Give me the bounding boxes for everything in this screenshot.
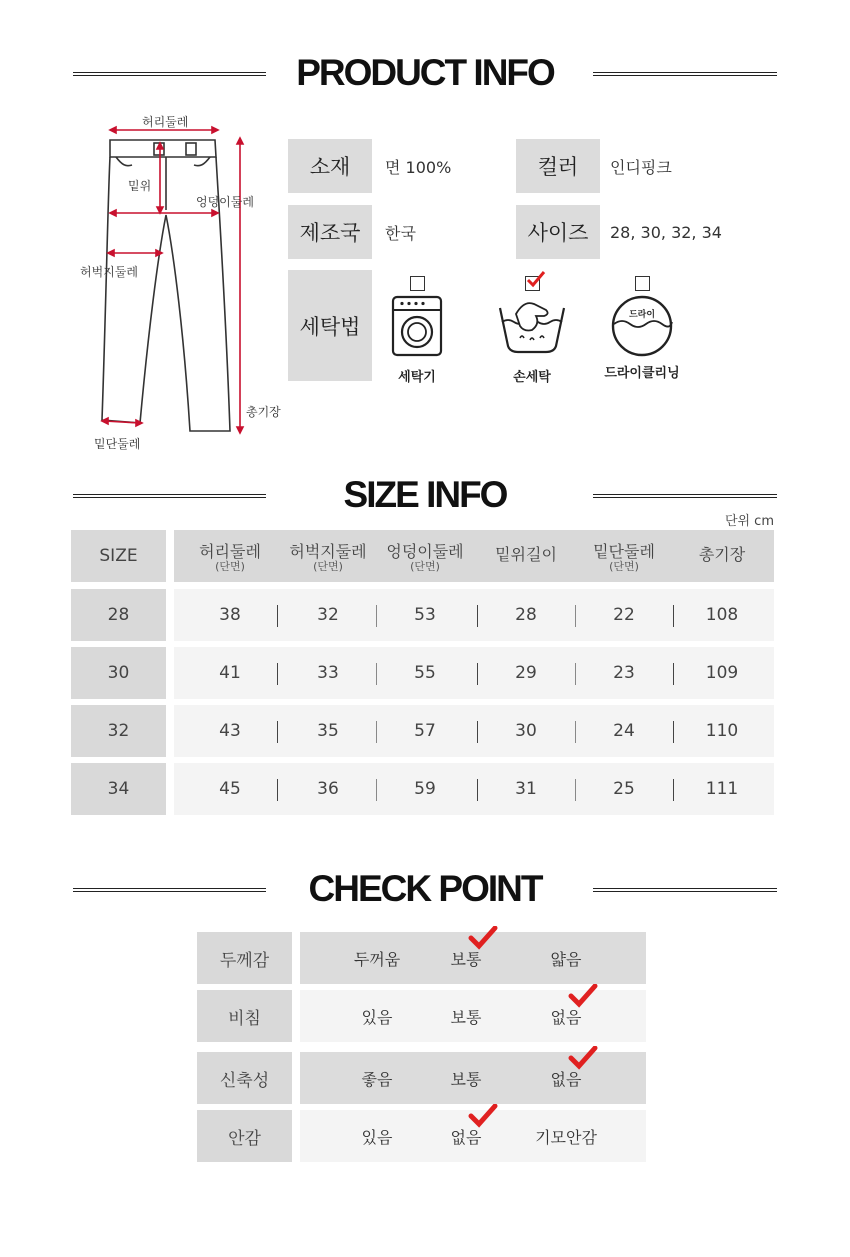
check-point-row xyxy=(300,1052,646,1104)
size-row xyxy=(174,589,774,641)
pants-measurement-diagram xyxy=(70,105,290,455)
product-info-title: PRODUCT INFO xyxy=(296,52,554,93)
check-point-option: 없음 xyxy=(550,1069,582,1089)
check-point-option: 얇음 xyxy=(550,949,582,969)
size-row-label: 28 xyxy=(71,589,166,641)
size-cell: 110 xyxy=(705,721,739,741)
wash-option-hand xyxy=(482,276,582,385)
origin-label: 제조국 xyxy=(288,205,372,259)
size-col-header-label: 허리둘레 xyxy=(199,542,261,561)
size-cell: 24 xyxy=(613,721,635,741)
size-value: 28, 30, 32, 34 xyxy=(610,222,722,242)
column-divider xyxy=(376,721,377,743)
column-divider xyxy=(673,721,674,743)
size-cell: 35 xyxy=(317,721,339,741)
check-icon xyxy=(568,984,598,1008)
material-value: 면 100% xyxy=(385,157,452,177)
check-icon xyxy=(568,1046,598,1070)
column-divider xyxy=(277,605,278,627)
size-cell: 36 xyxy=(317,779,339,799)
size-row-label: 32 xyxy=(71,705,166,757)
wash-label-machine: 세탁기 xyxy=(398,370,436,385)
title-rule-right xyxy=(593,888,777,892)
column-divider xyxy=(277,663,278,685)
check-point-label: 신축성 xyxy=(197,1052,292,1104)
wash-option-machine xyxy=(367,276,467,385)
unit-label: 단위 cm xyxy=(724,514,774,529)
size-cell: 57 xyxy=(414,721,436,741)
size-cell: 30 xyxy=(515,721,537,741)
color-value: 인디핑크 xyxy=(610,157,672,177)
size-col-header-label: 밑단둘레 xyxy=(593,542,655,561)
label-total-length: 총기장 xyxy=(246,405,281,419)
color-label: 컬러 xyxy=(516,139,600,193)
size-col-header xyxy=(376,530,474,582)
column-divider xyxy=(477,605,478,627)
check-icon xyxy=(526,271,546,289)
size-row xyxy=(174,647,774,699)
size-col-header-sub: (단면) xyxy=(313,560,343,573)
title-rule-right xyxy=(593,494,777,498)
column-divider xyxy=(575,721,576,743)
column-divider xyxy=(477,779,478,801)
size-row-label: 34 xyxy=(71,763,166,815)
check-point-option: 있음 xyxy=(361,1127,393,1147)
label-hip: 엉덩이둘레 xyxy=(196,195,254,209)
size-col-header xyxy=(673,530,771,582)
size-cell: 23 xyxy=(613,663,635,683)
check-point-option: 기모안감 xyxy=(535,1127,597,1147)
column-divider xyxy=(575,605,576,627)
size-table-header xyxy=(174,530,774,582)
size-cell: 28 xyxy=(515,605,537,625)
size-cell: 38 xyxy=(219,605,241,625)
column-divider xyxy=(673,663,674,685)
check-point-option: 없음 xyxy=(450,1127,482,1147)
size-col-header-sub: (단면) xyxy=(215,560,245,573)
label-waist: 허리둘레 xyxy=(142,115,189,129)
size-cell: 41 xyxy=(219,663,241,683)
check-point-option: 보통 xyxy=(450,1007,482,1027)
check-point-label: 비침 xyxy=(197,990,292,1042)
check-point-option: 좋음 xyxy=(361,1069,393,1089)
label-thigh: 허벅지둘레 xyxy=(80,265,138,279)
column-divider xyxy=(477,663,478,685)
dry-clean-icon xyxy=(610,294,674,358)
column-divider xyxy=(673,779,674,801)
size-col-header-sub: (단면) xyxy=(609,560,639,573)
size-col-header-label: 엉덩이둘레 xyxy=(386,542,464,561)
check-point-label: 두께감 xyxy=(197,932,292,984)
size-col-header-sub: (단면) xyxy=(410,560,440,573)
product-info-header xyxy=(0,50,850,100)
column-divider xyxy=(673,605,674,627)
size-cell: 29 xyxy=(515,663,537,683)
material-label: 소재 xyxy=(288,139,372,193)
origin-value: 한국 xyxy=(385,223,416,243)
column-divider xyxy=(575,779,576,801)
size-cell: 31 xyxy=(515,779,537,799)
check-icon xyxy=(468,926,498,950)
wash-option-dry xyxy=(592,276,692,381)
checkbox-hand xyxy=(525,276,540,291)
dry-icon-text: 드라이 xyxy=(628,310,656,320)
size-cell: 33 xyxy=(317,663,339,683)
column-divider xyxy=(376,779,377,801)
check-point-option: 있음 xyxy=(361,1007,393,1027)
check-point-option: 보통 xyxy=(450,949,482,969)
column-divider xyxy=(277,779,278,801)
washing-label: 세탁법 xyxy=(288,270,372,381)
check-point-row xyxy=(300,932,646,984)
column-divider xyxy=(376,605,377,627)
size-cell: 25 xyxy=(613,779,635,799)
size-cell: 53 xyxy=(414,605,436,625)
check-icon xyxy=(468,1104,498,1128)
hand-wash-icon xyxy=(494,294,570,358)
size-column-header: SIZE xyxy=(71,530,166,582)
size-cell: 59 xyxy=(414,779,436,799)
check-point-option: 두꺼움 xyxy=(353,949,401,969)
checkbox-machine xyxy=(410,276,425,291)
column-divider xyxy=(477,721,478,743)
size-row xyxy=(174,763,774,815)
check-point-title: CHECK POINT xyxy=(308,868,542,909)
size-cell: 43 xyxy=(219,721,241,741)
wash-label-hand: 손세탁 xyxy=(513,370,551,385)
size-cell: 32 xyxy=(317,605,339,625)
label-rise: 밑위 xyxy=(128,179,152,193)
check-point-option: 보통 xyxy=(450,1069,482,1089)
checkbox-dry xyxy=(635,276,650,291)
size-col-header xyxy=(575,530,673,582)
size-col-header-label: 밑위길이 xyxy=(495,545,557,564)
size-cell: 109 xyxy=(705,663,739,683)
column-divider xyxy=(277,721,278,743)
size-cell: 55 xyxy=(414,663,436,683)
size-info-title: SIZE INFO xyxy=(343,474,507,515)
size-col-header xyxy=(279,530,377,582)
size-row xyxy=(174,705,774,757)
size-cell: 111 xyxy=(705,779,739,799)
size-col-header-label: 총기장 xyxy=(698,545,746,564)
size-info-header xyxy=(0,472,850,522)
size-col-header xyxy=(477,530,575,582)
size-cell: 45 xyxy=(219,779,241,799)
check-point-row xyxy=(300,990,646,1042)
size-label: 사이즈 xyxy=(516,205,600,259)
size-cell: 108 xyxy=(705,605,739,625)
wash-label-dry: 드라이클리닝 xyxy=(604,366,680,381)
check-point-row xyxy=(300,1110,646,1162)
washing-machine-icon xyxy=(390,294,444,358)
column-divider xyxy=(575,663,576,685)
size-cell: 22 xyxy=(613,605,635,625)
label-hem: 밑단둘레 xyxy=(94,437,141,451)
check-point-label: 안감 xyxy=(197,1110,292,1162)
size-row-label: 30 xyxy=(71,647,166,699)
check-point-option: 없음 xyxy=(550,1007,582,1027)
size-col-header xyxy=(181,530,279,582)
title-rule-right xyxy=(593,72,777,76)
size-col-header-label: 허벅지둘레 xyxy=(289,542,367,561)
check-point-header xyxy=(0,866,850,916)
column-divider xyxy=(376,663,377,685)
